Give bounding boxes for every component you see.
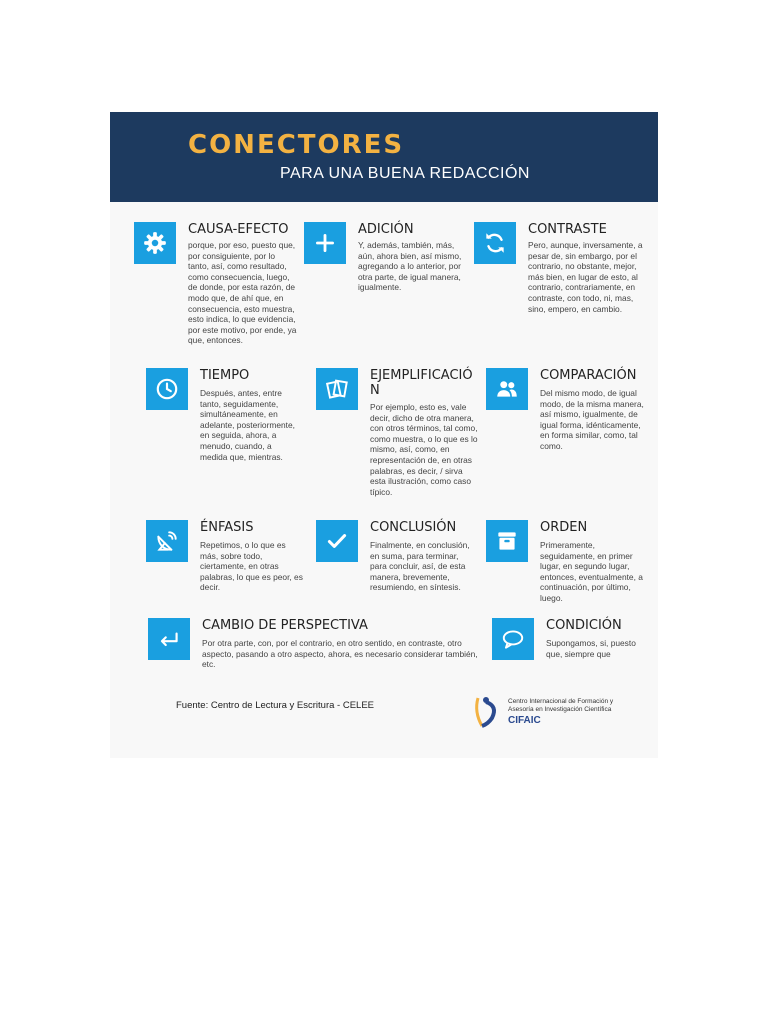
section-causa-efecto: [134, 222, 304, 362]
section-title: CONCLUSIÓN: [370, 520, 457, 535]
logo-name: CIFAIC: [508, 715, 541, 726]
return-arrow-icon: [148, 618, 190, 660]
section-text: Pero, aunque, inversamente, a pesar de, sin embargo, por el contrario, no obstante, mejor, más bien, en lugar de esto, al contrario, contrariamente, en contraste, con todo, ni, mas, sino, empero, en cambio.: [528, 240, 643, 314]
section-title: CONTRASTE: [528, 222, 607, 237]
section-ejemplificacion: [316, 368, 486, 508]
section-text: Repetimos, o lo que es más, sobre todo, ciertamente, en otras palabras, lo que es peor, es decir.: [200, 540, 303, 593]
section-text: Supongamos, si, puesto que, siempre que: [546, 638, 636, 659]
section-title: CONDICIÓN: [546, 618, 622, 633]
section-tiempo: [146, 368, 306, 478]
section-title: ORDEN: [540, 520, 588, 535]
section-title: TIEMPO: [200, 368, 250, 383]
section-adicion: [304, 222, 474, 322]
refresh-icon: [474, 222, 516, 264]
users-icon: [486, 368, 528, 410]
poster-title: CONECTORES: [188, 130, 405, 160]
section-text: Por ejemplo, esto es, vale decir, dicho de otra manera, con otros términos, tal como, como muestra, o lo que es lo mismo, así, como, en representación de, en otras palabras, es decir, / sirva esta ilustración, como caso típico.: [370, 402, 478, 497]
cifaic-logo-icon: [472, 694, 504, 730]
section-title: COMPARACIÓN: [540, 368, 637, 383]
section-enfasis: [146, 520, 316, 600]
infographic-poster: [110, 112, 658, 758]
section-title: EJEMPLIFICACIÓ N: [370, 368, 473, 398]
section-text: porque, por eso, puesto que, por consiguiente, por lo tanto, así, como resultado, como consecuencia, luego, de donde, por esta razón, de modo que, de ahí que, en consecuencia, esto muestra, esto indica, lo que evidencia, por este motivo, por ende, ya que, entonces.: [188, 240, 297, 346]
cifaic-logo: [472, 694, 642, 734]
copy-icon: [316, 368, 358, 410]
section-contraste: [474, 222, 654, 352]
chat-bubble-icon: [492, 618, 534, 660]
gear-icon: [134, 222, 176, 264]
section-text: Del mismo modo, de igual modo, de la misma manera, así mismo, igualmente, de igual forma, idénticamente, en forma similar, como, tal como.: [540, 388, 644, 451]
section-title: ADICIÓN: [358, 222, 414, 237]
check-icon: [316, 520, 358, 562]
header-banner: [110, 112, 658, 202]
poster-subtitle: PARA UNA BUENA REDACCIÓN: [280, 165, 530, 182]
logo-text-line2: Asesoría en Investigación Científica: [508, 706, 612, 713]
section-text: Y, además, también, más, aún, ahora bien, así mismo, agregando a lo anterior, por otra parte, de igual manera, igualmente.: [358, 240, 462, 293]
section-cambio-perspectiva: [148, 618, 478, 678]
section-title: CAMBIO DE PERSPECTIVA: [202, 618, 368, 633]
section-orden: [486, 520, 654, 603]
plus-icon: [304, 222, 346, 264]
clock-icon: [146, 368, 188, 410]
section-text: Después, antes, entre tanto, seguidamente, simultáneamente, en adelante, posteriormente, en seguida, ahora, a menudo, cuando, a medida que, mientras.: [200, 388, 295, 462]
source-citation: Fuente: Centro de Lectura y Escritura - CELEE: [176, 700, 375, 711]
section-text: Por otra parte, con, por el contrario, en otro sentido, en contraste, otro aspecto, pasando a otro aspecto, ahora, es necesario considerar también, etc.: [202, 638, 478, 670]
section-text: Primeramente, seguidamente, en primer lugar, en segundo lugar, entonces, eventualmente, a continuación, por último, luego.: [540, 540, 643, 603]
section-text: Finalmente, en conclusión, en suma, para terminar, para concluir, así, de esta manera, brevemente, resumiendo, en síntesis.: [370, 540, 470, 593]
archive-icon: [486, 520, 528, 562]
satellite-icon: [146, 520, 188, 562]
section-comparacion: [486, 368, 654, 478]
section-title: ÉNFASIS: [200, 520, 254, 535]
section-conclusion: [316, 520, 486, 600]
section-title: CAUSA-EFECTO: [188, 222, 289, 237]
logo-text-line1: Centro Internacional de Formación y: [508, 698, 614, 705]
section-condicion: [492, 618, 652, 678]
